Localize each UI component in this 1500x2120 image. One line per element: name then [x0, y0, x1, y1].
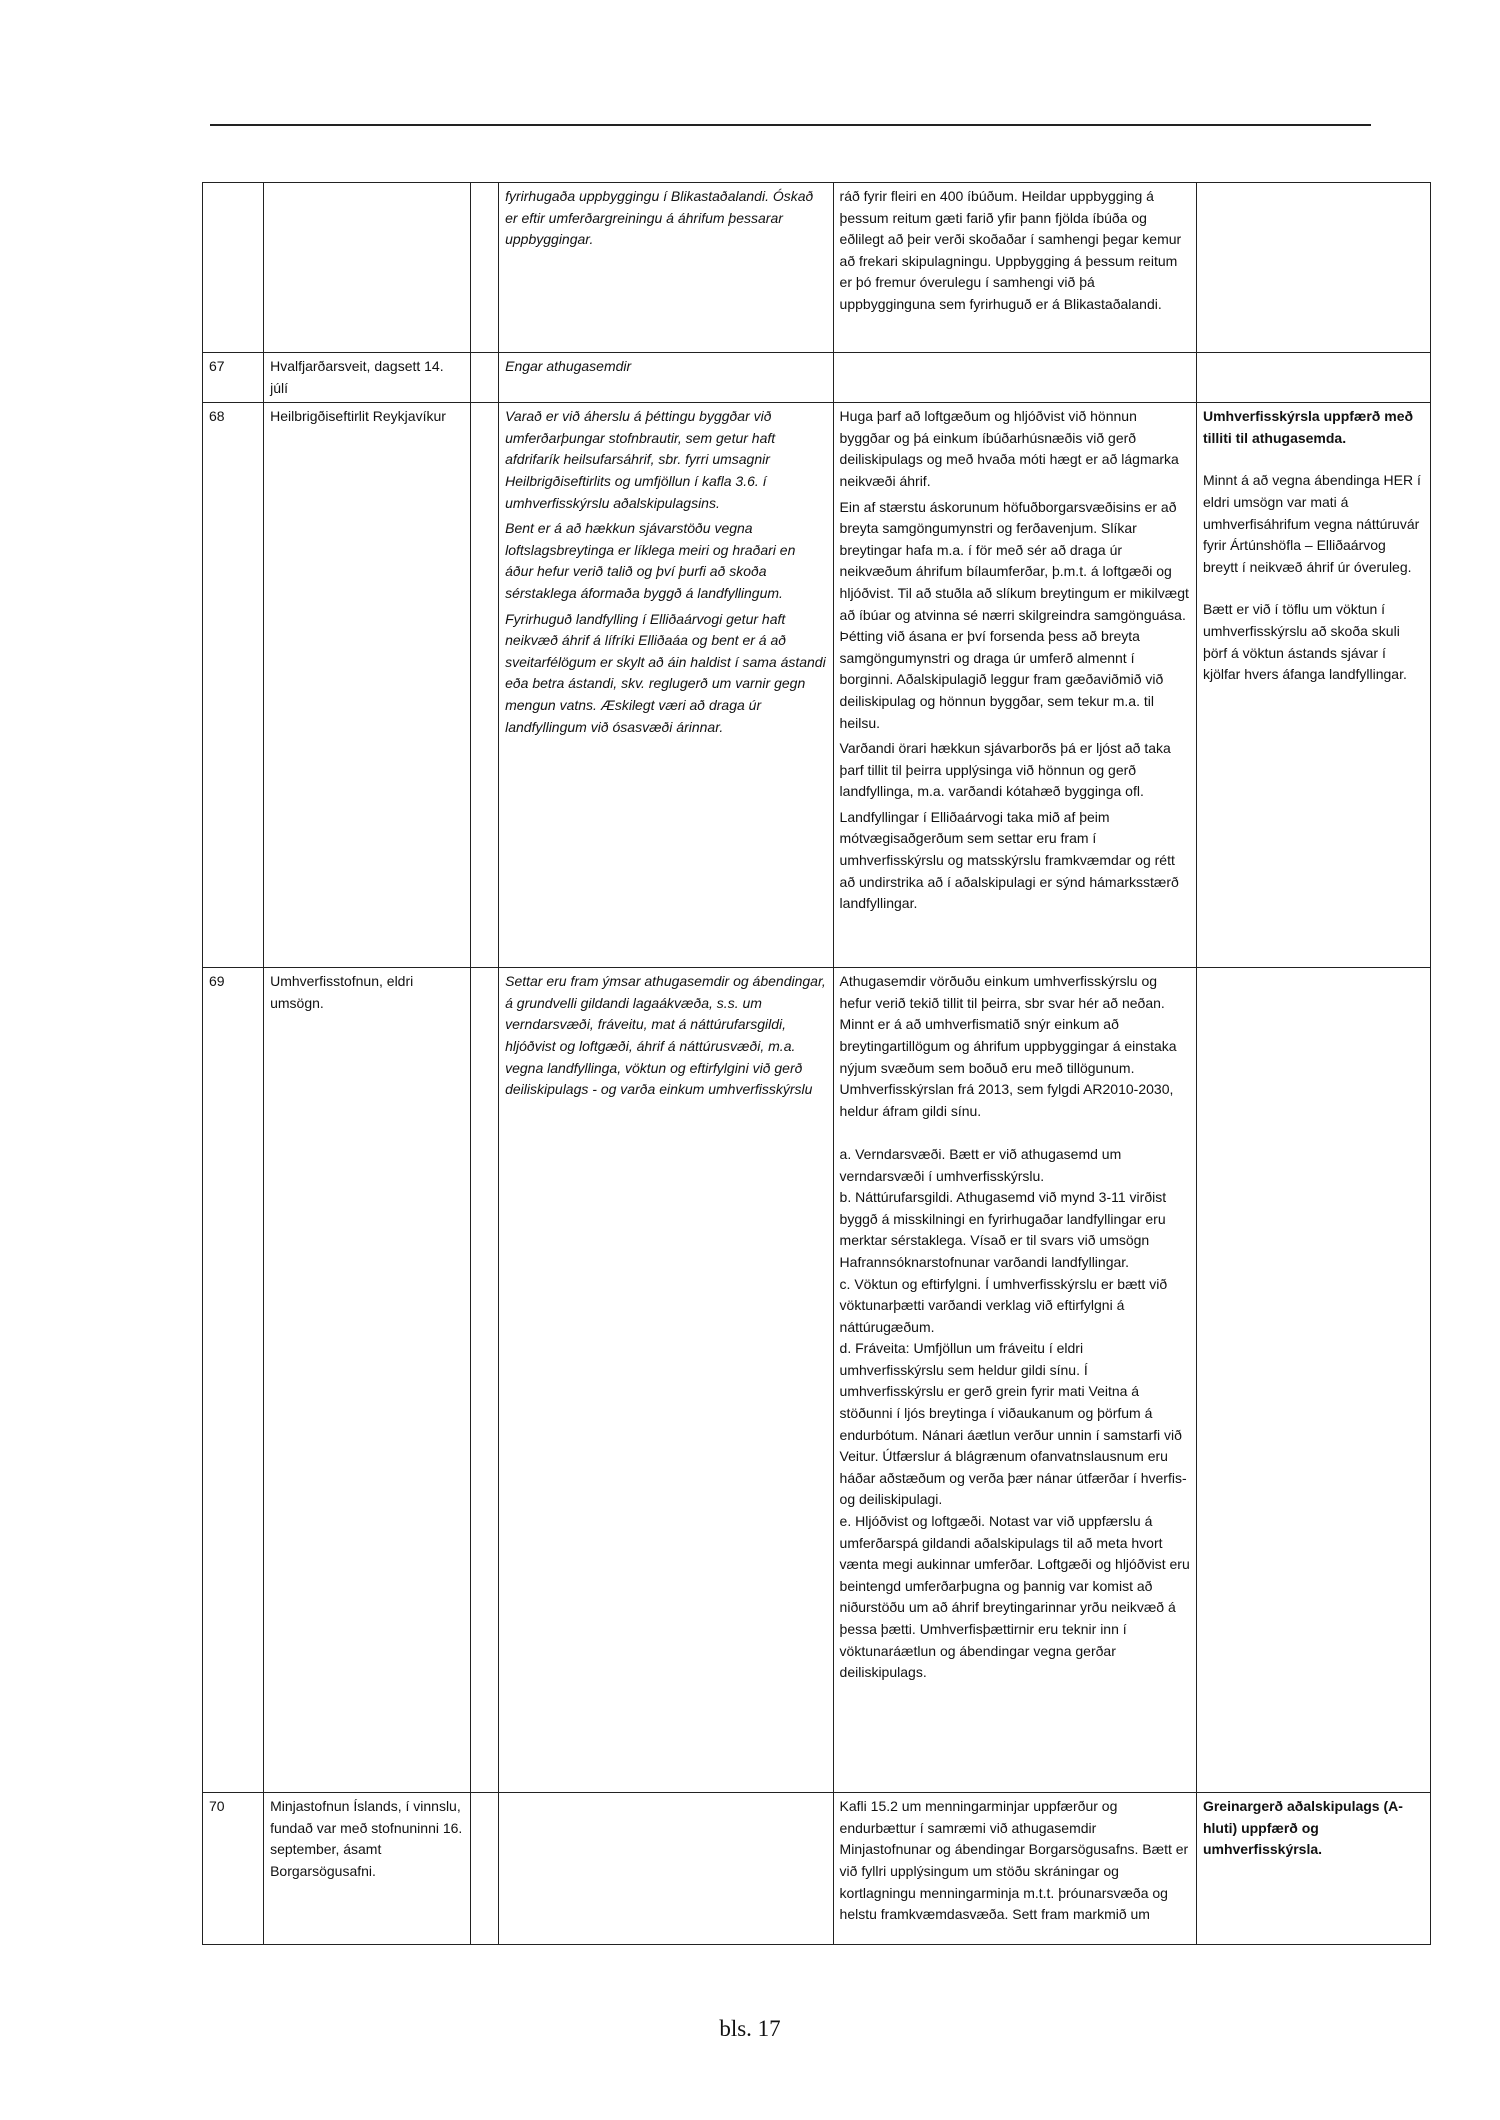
row-sender: Hvalfjarðarsveit, dagsett 14. júlí — [264, 353, 471, 403]
response-paragraph: Landfyllingar í Elliðaárvogi taka mið af þeim mótvægisaðgerðum sem settar eru fram í umhverfisskýrslu og matsskýrslu framkvæmdar og rétt að undirstrika að í aðalskipulagi er sýnd hámarksstærð landfyllingar. — [839, 808, 1179, 912]
row-response — [833, 403, 1196, 968]
row-number: 67 — [203, 353, 264, 403]
row-comment — [499, 1793, 833, 1945]
row-response — [833, 183, 1196, 353]
response-paragraph: ráð fyrir fleiri en 400 íbúðum. Heildar uppbygging á þessum reitum gæti farið yfir þann fjölda íbúða og eðlilegt að þeir verði skoðaðar í samhengi þegar kemur að frekari skipulagningu. Uppbygging á þessum reitum er þó fremur óverulegu í samhengi við þá uppbygginguna sem fyrirhuguð er á Blikastaðalandi. — [839, 188, 1182, 312]
comment-paragraph: Engar athugasemdir — [505, 358, 632, 374]
comment-paragraph: Settar eru fram ýmsar athugasemdir og ábendingar, á grundvelli gildandi lagaákvæða, s.s. um verndarsvæði, fráveitu, mat á náttúrufarsgildi, hljóðvist og loftgæði, áhrif á náttúrusvæði, m.a. vegna landfyllinga, vöktun og eftirfylgini við gerð deiliskipulags - og varða einkum umhverfisskýrslu — [505, 973, 826, 1098]
row-sender — [264, 183, 471, 353]
response-paragraph: b. Náttúrufarsgildi. Athugasemd við mynd 3-11 virðist byggð á misskilningi en fyrirhugaðar landfyllingar eru merktar sérstaklega. Vísað er til svars við umsögn Hafrannsóknarstofnunar varðandi landfyllingar. — [839, 1189, 1167, 1270]
row-response — [833, 968, 1196, 1793]
row-sender: Minjastofnun Íslands, í vinnslu, fundað var með stofnuninni 16. september, ásamt Borgarsögusafni. — [264, 1793, 471, 1945]
row-number: 68 — [203, 403, 264, 968]
response-paragraph: Varðandi örari hækkun sjávarborðs þá er ljóst að taka þarf tillit til þeirra upplýsinga við hönnun og gerð landfyllinga, m.a. varðandi kótahæð bygginga ofl. — [839, 740, 1171, 800]
row-number: 69 — [203, 968, 264, 1793]
change-paragraph: Umhverfisskýrsla uppfærð með tilliti til athugasemda. — [1202, 408, 1414, 446]
table-row — [203, 183, 1431, 353]
row-sender: Umhverfisstofnun, eldri umsögn. — [264, 968, 471, 1793]
response-blank-line — [840, 1122, 1190, 1144]
response-paragraph: Ein af stærstu áskorunum höfuðborgarsvæðisins er að breyta samgöngumynstri og ferðavenjum. Slíkar breytingar hafa m.a. í för með sér að draga úr neikvæðum áhrifum bílaumferðar, þ.m.t. á loftgæði og hljóðvist. Til að stuðla að slíkum breytingum er mikilvægt að íbúar og atvinna sé nærri skilgreindra samgönguása. Þétting við ásana er því forsenda þess að breyta samgöngumynstri og draga úr umferð almennt í borginni. Aðalskipulagið leggur fram gæðaviðmið við deiliskipulag og hönnun byggðar, sem tekur m.a. til heilsu. — [839, 498, 1189, 731]
row-change — [1196, 403, 1430, 968]
response-paragraph: Kafli 15.2 um menningarminjar uppfærður og endurbættur í samræmi við athugasemdir Minjastofnunar og ábendingar Borgarsögusafns. Bætt er við fyllri upplýsingum um stöðu skráningar og kortlagningu menningarminja m.t.t. þróunarsvæða og helstu framkvæmdasvæða. Sett fram markmið um — [839, 1798, 1189, 1923]
comment-paragraph: Bent er á að hækkun sjávarstöðu vegna loftslagsbreytinga er líklega meiri og hraðari en áður hefur verið talið og því þurfi að skoða sérstaklega áformaða byggð á landfyllingum. — [505, 520, 796, 601]
row-change — [1196, 183, 1430, 353]
spacer-cell — [471, 353, 499, 403]
comments-table — [202, 182, 1431, 1945]
response-paragraph: Huga þarf að loftgæðum og hljóðvist við hönnun byggðar og þá einkum íbúðarhúsnæðis við gerð deiliskipulags og með hvaða móti hægt er að lágmarka neikvæði áhrif. — [839, 408, 1179, 489]
row-sender: Heilbrigðiseftirlit Reykjavíkur — [264, 403, 471, 968]
row-number: 70 — [203, 1793, 264, 1945]
spacer-cell — [471, 183, 499, 353]
row-number — [203, 183, 264, 353]
row-comment — [499, 183, 833, 353]
spacer-cell — [471, 403, 499, 968]
row-change — [1196, 1793, 1430, 1945]
response-paragraph: Athugasemdir vörðuðu einkum umhverfisskýrslu og hefur verið tekið tillit til þeirra, sbr svar hér að neðan. Minnt er á að umhverfismatið snýr einkum að breytingartillögum og áhrifum uppbyggingar á einstaka nýjum svæðum sem boðuð eru með tillögunum. Umhverfisskýrslan frá 2013, sem fylgdi AR2010-2030, heldur áfram gildi sínu. — [839, 973, 1177, 1119]
response-paragraph: e. Hljóðvist og loftgæði. Notast var við uppfærslu á umferðarspá gildandi aðalskipulags til að meta hvort vænta megi aukinnar umferðar. Loftgæði og hljóðvist eru beintengd umferðarþugna og þannig var komist að niðurstöðu um að áhrif breytingarinnar yrðu neikvæð á þessa þætti. Umhverfisþættirnir eru teknir inn í vöktunaráætlun og ábendingar vegna gerðar deiliskipulags. — [839, 1513, 1190, 1681]
row-change — [1196, 968, 1430, 1793]
row-comment — [499, 353, 833, 403]
row-change — [1196, 353, 1430, 403]
response-paragraph: a. Verndarsvæði. Bætt er við athugasemd um verndarsvæði í umhverfisskýrslu. — [839, 1145, 1122, 1184]
change-paragraph: Greinargerð aðalskipulags (A-hluti) uppfærð og umhverfisskýrsla. — [1202, 1798, 1403, 1858]
comment-paragraph: fyrirhugaða uppbyggingu í Blikastaðalandi. Óskað er eftir umferðargreiningu á áhrifum þessarar uppbyggingar. — [505, 188, 814, 248]
change-paragraph: Bætt er við í töflu um vöktun í umhverfisskýrslu að skoða skuli þörf á vöktun ástands sjávar í kjölfar hvers áfanga landfyllingar. — [1202, 601, 1407, 683]
comment-paragraph: Fyrirhuguð landfylling í Elliðaárvogi getur haft neikvæð áhrif á lífríki Elliðaáa og bent er á að sveitarfélögum er skylt að áin haldist í sama ástandi eða betra ástandi, skv. reglugerð um varnir gegn mengun vatns. Æskilegt væri að draga úr landfyllingum við ósasvæði árinnar. — [505, 610, 826, 735]
row-response — [833, 353, 1196, 403]
row-response — [833, 1793, 1196, 1945]
table-row — [203, 403, 1431, 968]
table-row — [203, 968, 1431, 1793]
comment-paragraph: Varað er við áherslu á þéttingu byggðar við umferðarþungar stofnbrautir, sem getur haft afdrifarík heilsufarsáhrif, sbr. fyrri umsagnir Heilbrigðiseftirlits og umfjöllun í kafla 3.6. í umhverfisskýrslu aðalskipulagsins. — [505, 408, 776, 511]
response-paragraph: d. Fráveita: Umfjöllun um fráveitu í eldri umhverfisskýrslu sem heldur gildi sínu. Í umhverfisskýrslu er gerð grein fyrir mati Veitna á stöðunni í ljós breytinga í viðaukanum og þörfum á endurbótum. Nánari áætlun verður unnin í samstarfi við Veitur. Útfærslur á blágrænum ofanvatnslausnum eru háðar aðstæðum og verða þær nánar útfærðar í hverfis- og deiliskipulagi. — [839, 1340, 1187, 1508]
table-row — [203, 353, 1431, 403]
response-paragraph: c. Vöktun og eftirfylgni. Í umhverfisskýrslu er bætt við vöktunarþætti varðandi verklag við eftirfylgni á náttúrugæðum. — [839, 1275, 1168, 1335]
spacer-cell — [471, 1793, 499, 1945]
header-rule — [210, 124, 1371, 126]
table-row — [203, 1793, 1431, 1945]
page-number: bls. 17 — [719, 2016, 781, 2041]
row-comment — [499, 403, 833, 968]
row-comment — [499, 968, 833, 1793]
spacer-cell — [471, 968, 499, 1793]
change-paragraph: Minnt á að vegna ábendinga HER í eldri umsögn var mati á umhverfisáhrifum vegna náttúruvár fyrir Ártúnshöfla – Elliðaárvog breytt í neikvæð áhrif úr óveruleg. — [1202, 472, 1421, 575]
